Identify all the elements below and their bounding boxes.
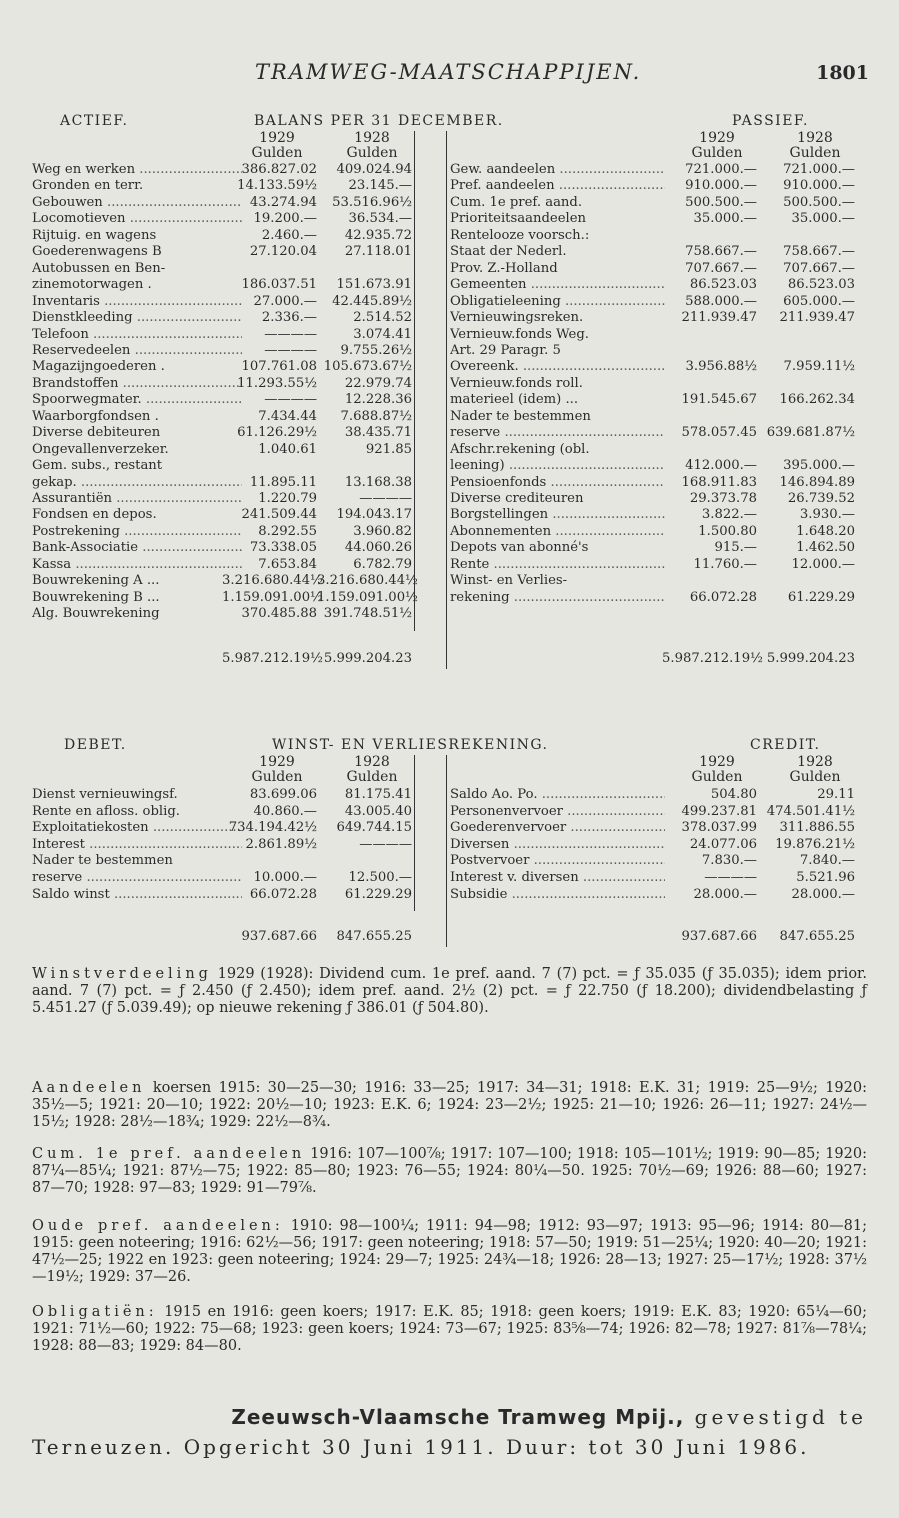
row-label: Art. 29 Paragr. 5 — [450, 342, 561, 358]
credit-row — [32, 409, 870, 425]
row-label: Assurantiën ..... — [32, 491, 242, 507]
column-unit-header: Gulden — [346, 769, 398, 785]
running-header — [0, 60, 899, 90]
value-1929: 107.761.08 — [241, 359, 317, 375]
credit-row — [32, 228, 870, 244]
quotes-shares — [32, 1080, 867, 1131]
row-label: Rente en afloss. oblig. — [32, 803, 180, 819]
credit-row — [32, 475, 870, 491]
value-1928: 211.939.47 — [779, 310, 855, 326]
value-1928: 61.229.29 — [787, 589, 855, 605]
value-1928: 29.11 — [817, 787, 855, 802]
row-label: Diverse debiteuren — [32, 425, 161, 441]
value-1929: 1.040.61 — [258, 441, 317, 457]
row-label: Saldo Ao. Po. ..... — [450, 787, 665, 803]
row-label: Cum. 1e pref. aand. — [450, 194, 583, 210]
value-1928: ———— — [359, 836, 412, 852]
row-label: Reservedeelen ..... — [32, 343, 242, 359]
value-1928: 9.755.26½ — [340, 342, 412, 358]
row-label: Inventaris ..... — [32, 294, 242, 310]
row-label: Afschr.rekening (obl. — [450, 441, 590, 457]
value-1928: 409.024.94 — [336, 162, 412, 177]
value-1929: 29.373.78 — [689, 491, 757, 506]
column-year-header: 1929 — [259, 754, 295, 770]
value-1929: 915.— — [714, 540, 757, 556]
value-1928: 81.175.41 — [344, 787, 412, 802]
row-label: zinemotorwagen . — [32, 277, 152, 293]
value-1929: 412.000.— — [685, 458, 757, 474]
value-1928: 61.229.29 — [344, 886, 412, 902]
column-unit-header: Gulden — [789, 769, 841, 785]
profit-loss-title: WINST- EN VERLIESREKENING. — [272, 737, 549, 753]
row-label: Interest v. diversen ..... — [450, 870, 665, 886]
value-1929: 386.827.02 — [241, 162, 317, 177]
value-1929: 7.653.84 — [258, 556, 317, 572]
row-label: Ongevallenverzeker. — [32, 441, 169, 457]
value-1929: 588.000.— — [685, 293, 757, 309]
value-1929: ———— — [264, 342, 317, 358]
credit-row — [32, 343, 870, 359]
actief-heading: ACTIEF. — [60, 113, 129, 129]
row-label: Borgstellingen ..... — [450, 507, 665, 523]
value-1929: 43.274.94 — [249, 194, 317, 210]
credit-row — [32, 853, 870, 869]
value-1928: 42.935.72 — [344, 227, 412, 243]
value-1929: 758.667.— — [685, 244, 757, 260]
credit-row — [32, 557, 870, 573]
profit-distribution-lead: Winstverdeeling — [32, 966, 212, 982]
credit-row — [32, 211, 870, 227]
profit-distribution — [32, 966, 867, 1017]
value-1929: 3.216.680.44½ — [222, 573, 323, 589]
value-1929: 28.000.— — [693, 886, 757, 902]
credit-row — [32, 178, 870, 194]
quotes-bonds-lead: Obligatiën: — [32, 1304, 158, 1320]
value-1928: 38.435.71 — [344, 425, 412, 441]
value-1928: 44.060.26 — [344, 540, 412, 556]
profit-distribution-text: 1929 (1928): Dividend cum. 1e pref. aand. 7 (7) pct. = ƒ 35.035 (ƒ 35.035); idem prior. aand. 7 (7) pct. = ƒ 2.450 (ƒ 2.450); idem pref. aand. 2½ (2) pct. = ƒ 22.750 (ƒ 18.200); dividendbelasting ƒ 5.451.27 (ƒ 5.039.49); op nieuwe rekening ƒ 386.01 (ƒ 504.80). — [32, 966, 867, 1016]
value-1928: 105.673.67½ — [323, 359, 412, 375]
value-1929: 1.220.79 — [258, 491, 317, 506]
value-1928: 7.688.87½ — [340, 408, 412, 424]
credit-row — [32, 425, 870, 441]
row-label: Gebouwen ..... — [32, 195, 242, 211]
value-1929: 27.120.04 — [249, 244, 317, 260]
column-unit-header: Gulden — [251, 769, 303, 785]
value-1929: 168.911.83 — [681, 474, 757, 490]
row-label: Gronden en terr. — [32, 178, 144, 194]
value-1929: 86.523.03 — [689, 277, 757, 293]
row-label: Pensioenfonds ..... — [450, 475, 665, 491]
column-year-header: 1928 — [354, 754, 390, 770]
value-1928: 5.521.96 — [796, 870, 855, 885]
company-founding-line: Terneuzen. Opgericht 30 Juni 1911. Duur: tot 30 Juni 1986. — [32, 1435, 810, 1459]
value-1928: 36.534.— — [348, 211, 412, 227]
value-1928: 605.000.— — [783, 293, 855, 309]
credit-row — [32, 787, 870, 803]
quotes-shares-text: koersen 1915: 30—25—30; 1916: 33—25; 1917: 34—31; 1918: E.K. 31; 1919: 25—9½; 1920: 35½—5; 1921: 20—10; 1922: 20½—10; 1923: E.K. 6; 1924: 23—2½; 1925: 21—10; 1926: 26—11; 1927: 24½—15½; 1928: 28½—18¾; 1929: 22½—8¾. — [32, 1080, 867, 1130]
running-title: TRAMWEG-MAATSCHAPPIJEN. — [255, 60, 642, 84]
credit-row — [32, 573, 870, 589]
row-label: Depots van abonné's — [450, 540, 589, 556]
value-1928: 26.739.52 — [787, 491, 855, 506]
value-1928: 639.681.87½ — [766, 425, 855, 441]
row-label: reserve ..... — [450, 425, 665, 441]
row-label: Nader te bestemmen — [450, 408, 591, 424]
row-label: Dienstkleeding ..... — [32, 310, 242, 326]
value-1928: 3.960.82 — [353, 523, 412, 539]
value-1929: 11.895.11 — [249, 474, 317, 490]
column-year-header: 1928 — [797, 754, 833, 770]
column-unit-header: Gulden — [789, 145, 841, 161]
value-1929: 35.000.— — [693, 211, 757, 227]
profit-loss-account — [32, 737, 870, 952]
value-1928: 721.000.— — [783, 162, 855, 177]
value-1929: ———— — [264, 392, 317, 408]
credit-row — [32, 294, 870, 310]
row-label: Autobussen en Ben- — [32, 260, 166, 276]
total-left-1929: 937.687.66 — [241, 929, 317, 945]
credit-row — [32, 392, 870, 408]
value-1929: 734.194.42½ — [228, 820, 317, 836]
company-entry — [32, 1402, 867, 1462]
row-label: Bank-Associatie ..... — [32, 540, 242, 556]
column-unit-header: Gulden — [251, 145, 303, 161]
value-1928: 395.000.— — [783, 458, 855, 474]
credit-row — [32, 195, 870, 211]
value-1928: 1.648.20 — [796, 523, 855, 539]
row-label: Telefoon ..... — [32, 327, 242, 343]
value-1929: 500.500.— — [685, 194, 757, 210]
quotes-cum-pref-text: 1916: 107—100⅞; 1917: 107—100; 1918: 105—101½; 1919: 90—85; 1920: 87¼—85¼; 1921: 87½—75; 1922: 85—80; 1923: 76—55; 1924: 80¼—50. 1925: 70½—69; 1926: 88—60; 1927: 87—70; 1928: 97—83; 1929: 91—79⅞. — [32, 1146, 867, 1196]
value-1928: 151.673.91 — [336, 277, 412, 293]
value-1928: 1.462.50 — [796, 540, 855, 556]
balance-sheet — [32, 113, 870, 713]
value-1928: 500.500.— — [783, 194, 855, 210]
row-label: Kassa ..... — [32, 557, 242, 573]
value-1929: 499.237.81 — [681, 803, 757, 819]
credit-row — [32, 524, 870, 540]
value-1929: 24.077.06 — [689, 836, 757, 852]
row-label: Spoorwegmater. ..... — [32, 392, 242, 408]
credit-row — [32, 261, 870, 277]
quotes-cum-pref — [32, 1146, 867, 1197]
credit-row — [32, 359, 870, 375]
quotes-bonds — [32, 1304, 867, 1355]
value-1928: 649.744.15 — [336, 820, 412, 836]
row-label: Rente ..... — [450, 557, 665, 573]
value-1928: 6.782.79 — [353, 556, 412, 572]
debit-row — [32, 606, 870, 622]
row-label: Dienst vernieuwingsf. — [32, 787, 178, 802]
value-1928: 910.000.— — [783, 178, 855, 194]
value-1928: 194.043.17 — [336, 507, 412, 523]
value-1929: 61.126.29½ — [237, 425, 317, 441]
value-1929: 73.338.05 — [249, 540, 317, 556]
credit-row — [32, 162, 870, 178]
value-1928: 3.930.— — [799, 507, 855, 523]
value-1929: 721.000.— — [685, 162, 757, 177]
row-label: Goederenwagens B — [32, 244, 162, 260]
value-1928: 3.216.680.44½ — [317, 573, 418, 589]
row-label: Gemeenten ..... — [450, 277, 665, 293]
row-label: Vernieuwingsreken. — [450, 310, 584, 326]
row-label: Overeenk. ..... — [450, 359, 665, 375]
value-1929: 40.860.— — [253, 803, 317, 819]
credit-row — [32, 327, 870, 343]
quotes-cum-pref-lead: Cum. 1e pref. aandeelen — [32, 1146, 306, 1162]
row-label: Diversen ..... — [450, 837, 665, 853]
row-label: Personenvervoer ..... — [450, 804, 665, 820]
value-1929: 578.057.45 — [681, 425, 757, 441]
value-1928: 23.145.— — [348, 178, 412, 194]
credit-row — [32, 870, 870, 886]
row-label: Waarborgfondsen . — [32, 408, 159, 424]
row-label: Rijtuig. en wagens — [32, 227, 157, 243]
row-label: Gem. subs., restant — [32, 458, 163, 474]
column-year-header: 1929 — [699, 754, 735, 770]
row-label: Gew. aandeelen ..... — [450, 162, 665, 178]
column-year-header: 1929 — [259, 130, 295, 146]
column-unit-header: Gulden — [691, 769, 743, 785]
total-right-1929: 937.687.66 — [681, 929, 757, 945]
value-1929: ———— — [264, 326, 317, 342]
value-1929: 19.200.— — [253, 211, 317, 227]
value-1929: 7.434.44 — [258, 408, 317, 424]
value-1928: 1.159.091.00½ — [317, 589, 418, 605]
quotes-old-pref-text: 1910: 98—100¼; 1911: 94—98; 1912: 93—97; 1913: 95—96; 1914: 80—81; 1915: geen noteering; 1916: 62½—56; 1917: geen noteering; 1918: 57—50; 1919: 51—25¼; 1920: 40—20; 1921: 47½—25; 1922 en 1923: geen noteering; 1924: 29—7; 1925: 24¾—18; 1926: 28—13; 1927: 25—17½; 1928: 37½—19½; 1929: 37—26. — [32, 1218, 867, 1285]
row-label: Magazijngoederen . — [32, 359, 165, 375]
value-1928: 12.500.— — [348, 870, 412, 885]
credit-row — [32, 887, 870, 903]
value-1928: 27.118.01 — [344, 244, 412, 260]
row-label: Vernieuw.fonds Weg. — [450, 326, 589, 342]
value-1928: 311.886.55 — [779, 820, 855, 836]
value-1928: 921.85 — [365, 441, 412, 457]
total-right-1928: 5.999.204.23 — [766, 650, 855, 666]
credit-heading: CREDIT. — [750, 737, 821, 753]
credit-row — [32, 507, 870, 523]
row-label: Obligatieleening ..... — [450, 294, 665, 310]
value-1929: 241.509.44 — [241, 507, 317, 523]
row-label: Bouwrekening B ... — [32, 589, 160, 605]
value-1929: 211.939.47 — [681, 310, 757, 326]
credit-row — [32, 491, 870, 507]
value-1929: 7.830.— — [701, 853, 757, 869]
value-1929: 66.072.28 — [689, 589, 757, 605]
column-unit-header: Gulden — [346, 145, 398, 161]
value-1928: 35.000.— — [791, 211, 855, 227]
row-label: Prov. Z.-Holland — [450, 260, 558, 276]
credit-row — [32, 837, 870, 853]
value-1929: 191.545.67 — [681, 392, 757, 408]
row-label: Postrekening ..... — [32, 524, 242, 540]
value-1929: 83.699.06 — [249, 787, 317, 802]
balance-title: BALANS PER 31 DECEMBER. — [254, 113, 504, 129]
value-1929: 11.760.— — [693, 556, 757, 572]
quotes-bonds-text: 1915 en 1916: geen koers; 1917: E.K. 85; 1918: geen koers; 1919: E.K. 83; 1920: 65¼—60; 1921: 71½—60; 1922: 75—68; 1923: geen koers; 1924: 73—67; 1925: 83⅝—74; 1926: 82—78; 1927: 81⅞—78¼; 1928: 88—83; 1929: 84—80. — [32, 1304, 867, 1354]
credit-row — [32, 804, 870, 820]
row-label: reserve ..... — [32, 870, 242, 886]
value-1929: 3.822.— — [701, 507, 757, 523]
row-label: Subsidie ..... — [450, 887, 665, 903]
value-1929: 3.956.88½ — [685, 359, 757, 375]
value-1928: 42.445.89½ — [332, 293, 412, 309]
total-right-1928: 847.655.25 — [779, 929, 855, 945]
value-1929: 14.133.59½ — [237, 178, 317, 194]
row-label: Bouwrekening A ... — [32, 573, 160, 589]
passief-heading: PASSIEF. — [732, 113, 809, 129]
row-label: gekap. ..... — [32, 475, 242, 491]
credit-row — [32, 442, 870, 458]
page-number: 1801 — [816, 62, 869, 84]
value-1929: 910.000.— — [685, 178, 757, 194]
credit-row — [32, 820, 870, 836]
credit-row — [32, 277, 870, 293]
column-unit-header: Gulden — [691, 145, 743, 161]
row-label: rekening ..... — [450, 590, 665, 606]
total-left-1928: 847.655.25 — [336, 929, 412, 945]
row-label: Brandstoffen ..... — [32, 376, 242, 392]
row-label: Interest ..... — [32, 837, 242, 853]
value-1929: 66.072.28 — [249, 886, 317, 902]
credit-row — [32, 310, 870, 326]
value-1928: 146.894.89 — [779, 474, 855, 490]
company-name: Zeeuwsch-Vlaamsche Tramweg Mpij., — [231, 1405, 685, 1429]
quotes-shares-lead: Aandeelen — [32, 1080, 146, 1096]
value-1928: 7.959.11½ — [783, 359, 855, 375]
value-1928: 13.168.38 — [344, 474, 412, 490]
quotes-old-pref — [32, 1218, 867, 1286]
row-label: Alg. Bouwrekening — [32, 606, 160, 622]
row-label: Nader te bestemmen — [32, 853, 173, 869]
quotes-old-pref-lead: Oude pref. aandeelen: — [32, 1218, 284, 1234]
value-1928: 28.000.— — [791, 886, 855, 902]
value-1928: 391.748.51½ — [323, 606, 412, 622]
value-1928: 474.501.41½ — [766, 803, 855, 819]
row-label: Exploitatiekosten ..... — [32, 820, 242, 836]
credit-row — [32, 244, 870, 260]
value-1928: 43.005.40 — [344, 803, 412, 819]
value-1928: 22.979.74 — [344, 375, 412, 391]
value-1928: 12.000.— — [791, 556, 855, 572]
value-1928: 2.514.52 — [353, 310, 412, 326]
row-label: Winst- en Verlies- — [450, 573, 568, 589]
value-1928: 53.516.96½ — [332, 194, 412, 210]
value-1929: 11.293.55½ — [237, 375, 317, 391]
row-label: leening) ..... — [450, 458, 665, 474]
row-label: Goederenvervoer ..... — [450, 820, 665, 836]
row-label: Staat der Nederl. — [450, 244, 567, 260]
value-1928: 707.667.— — [783, 260, 855, 276]
value-1929: 27.000.— — [253, 293, 317, 309]
value-1928: 19.876.21½ — [775, 836, 855, 852]
row-label: materieel (idem) ... — [450, 392, 579, 408]
value-1928: 86.523.03 — [787, 277, 855, 293]
row-label: Locomotieven ..... — [32, 211, 242, 227]
value-1929: 707.667.— — [685, 260, 757, 276]
total-right-1929: 5.987.212.19½ — [662, 650, 763, 666]
value-1929: 8.292.55 — [258, 523, 317, 539]
company-location-lead: gevestigd te — [684, 1405, 867, 1429]
value-1929: 1.159.091.00½ — [222, 589, 323, 605]
value-1928: ———— — [359, 491, 412, 506]
total-left-1929: 5.987.212.19½ — [222, 650, 323, 666]
credit-row — [32, 458, 870, 474]
debet-heading: DEBET. — [64, 737, 127, 753]
value-1929: 1.500.80 — [698, 523, 757, 539]
value-1928: 166.262.34 — [779, 392, 855, 408]
value-1928: 12.228.36 — [344, 392, 412, 408]
value-1929: 370.485.88 — [241, 606, 317, 622]
value-1928: 3.074.41 — [353, 326, 412, 342]
row-label: Saldo winst ..... — [32, 887, 242, 903]
row-label: Vernieuw.fonds roll. — [450, 375, 583, 391]
value-1929: 10.000.— — [253, 870, 317, 885]
row-label: Fondsen en depos. — [32, 507, 157, 523]
column-year-header: 1928 — [797, 130, 833, 146]
value-1929: 186.037.51 — [241, 277, 317, 293]
credit-row — [32, 376, 870, 392]
row-label: Pref. aandeelen ..... — [450, 178, 665, 194]
value-1928: 758.667.— — [783, 244, 855, 260]
row-label: Prioriteitsaandeelen — [450, 211, 587, 227]
row-label: Weg en werken ..... — [32, 162, 242, 178]
credit-row — [32, 590, 870, 606]
value-1929: 504.80 — [710, 787, 757, 802]
row-label: Abonnementen ..... — [450, 524, 665, 540]
total-left-1928: 5.999.204.23 — [323, 650, 412, 666]
column-year-header: 1928 — [354, 130, 390, 146]
value-1929: 378.037.99 — [681, 820, 757, 836]
credit-row — [32, 540, 870, 556]
value-1928: 7.840.— — [799, 853, 855, 869]
row-label: Rentelooze voorsch.: — [450, 227, 590, 243]
row-label: Postvervoer ..... — [450, 853, 665, 869]
row-label: Diverse crediteuren — [450, 491, 584, 506]
column-year-header: 1929 — [699, 130, 735, 146]
value-1929: 2.460.— — [261, 227, 317, 243]
value-1929: 2.336.— — [261, 310, 317, 326]
value-1929: 2.861.89½ — [245, 836, 317, 852]
value-1929: ———— — [704, 870, 757, 885]
